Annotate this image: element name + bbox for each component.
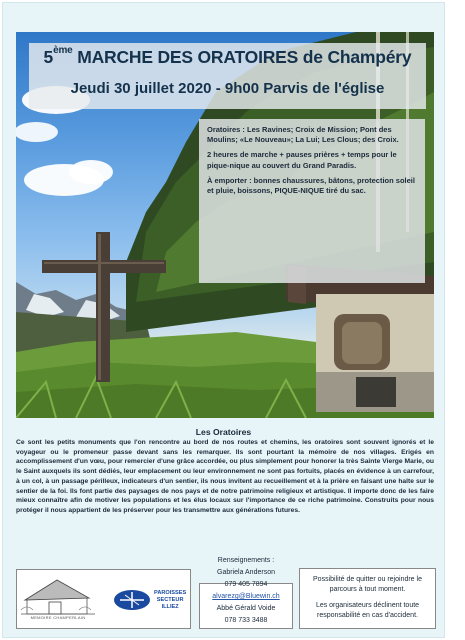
contact-phone-1: 079 405 7894 — [224, 581, 268, 588]
oratoires-text: Les Ravines; Croix de Mission; Pont des Moulins; «Le Nouveau»; La Lui; Les Clous; des Croix. — [207, 125, 399, 145]
ordinal-suffix: ème — [53, 45, 73, 56]
contact-name-2: Abbé Gérald Voide — [216, 605, 276, 612]
section-body: Ce sont les petits monuments que l'on rencontre au bord de nos routes et chemins, les oratoires sont souvent ignorés et le voyageur ou le promeneur passe devant sans les remarquer. Ils sont pourtant la mémoire de nos villages. Erigés en accomplissement d'un vœu, pour remercier d'une grâce accordée, ou plus simplement pour honorer la très Sainte Vierge Marie, ou le Saint auxquels ils sont dédiés, leur emplacement ou leur environnement ne sont pas fortuits, placés en évidence à un carrefour, à un col, à un passage périlleux, indicateurs d'un sentier, ils nous invitent au recueillement et à la prière en faisant une halte sur le sentier de la foi. Ils font partie des paysages de nos pays et de notre patrimoine religieux et artistique. Il importe donc de les faire mieux connaître afin de motiver les populations et les élus locaux sur l'importance de ce riche patrimoine. Construits pour nous protéger il nous appartient de les préserver pour les transmettre aux générations futures. — [16, 439, 434, 514]
event-title: 5ème MARCHE DES ORATOIRES de Champéry — [43, 45, 412, 67]
flyer-sheet — [2, 2, 445, 638]
contact-name-1: Gabriela Anderson — [217, 569, 275, 576]
notice-text — [299, 575, 436, 627]
oratoires-label: Oratoires : — [207, 125, 245, 134]
walk-info: 2 heures de marche + pauses prières + temps pour le pique-nique au couvert du Grand Paradis. — [207, 150, 397, 170]
contact-email-link[interactable]: alvarezg@Bluewin.ch — [212, 593, 280, 600]
parish-logo-icon — [114, 590, 150, 610]
event-title-text: MARCHE DES ORATOIRES de Champéry — [77, 47, 412, 67]
chapel-drawing-icon — [21, 580, 95, 614]
logos-box — [16, 569, 191, 629]
notice-line-1: Possibilité de quitter ou rejoindre le parcours à tout moment. — [313, 576, 422, 593]
title-banner — [29, 43, 426, 109]
event-date: Jeudi 30 juillet 2020 - 9h00 Parvis de l'église — [70, 80, 385, 97]
oratoires-list — [207, 125, 419, 145]
section-title: Les Oratoires — [195, 427, 252, 437]
parish-name: PAROISSES SECTEUR ILLIEZ — [154, 590, 187, 610]
contact-phone-2: 078 733 3488 — [224, 617, 268, 624]
bring-info: À emporter : bonnes chaussures, bâtons, protection soleil et pluie, boissons, PIQUE-NIQUE tiré du sac. — [207, 175, 415, 196]
notice-line-2: Les organisateurs déclinent toute responsabilité en cas d'accident. — [315, 602, 420, 619]
contact-heading: Renseignements : — [217, 557, 275, 564]
info-box — [199, 119, 425, 283]
chapel-caption: MEMOIRE CHAMPERLAIN — [30, 615, 86, 620]
contact-info — [199, 555, 293, 627]
